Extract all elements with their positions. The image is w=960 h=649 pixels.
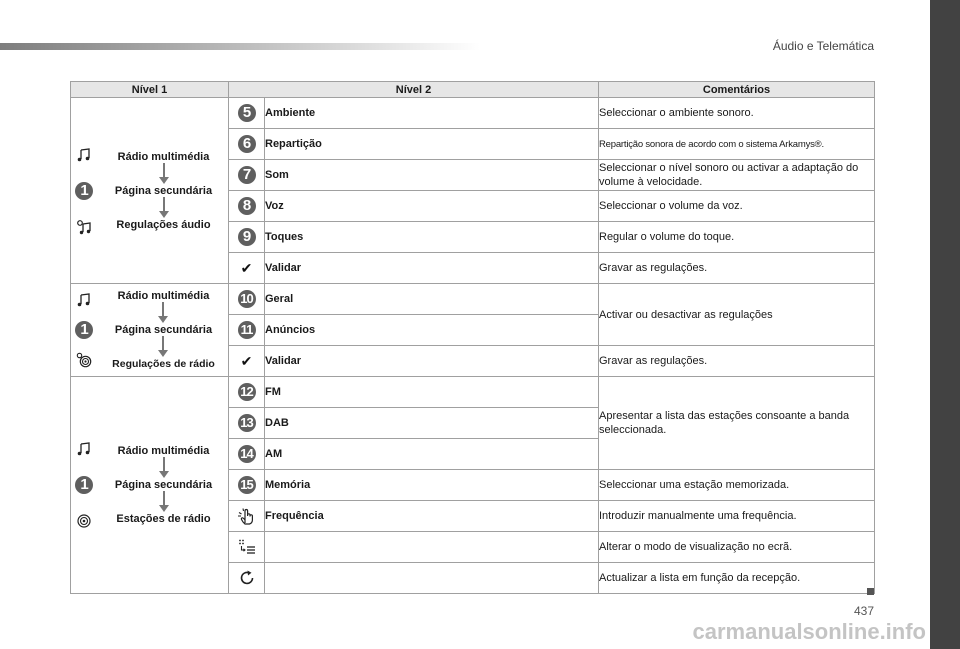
level1-cell-audio <box>71 98 229 284</box>
level2-label: Validar <box>265 253 599 284</box>
number-badge: 10 <box>238 290 256 308</box>
comment: Gravar as regulações. <box>599 346 875 377</box>
table-row <box>71 377 875 408</box>
level2-label: Ambiente <box>265 98 599 129</box>
level1-label: Página secundária <box>114 479 213 491</box>
audio-settings-icon <box>76 219 92 235</box>
music-note-icon <box>76 292 92 308</box>
down-arrow-icon <box>157 457 171 479</box>
radio-settings-icon <box>76 352 92 368</box>
music-note-icon <box>76 147 92 163</box>
comment: Actualizar a lista em função da recepção. <box>599 563 875 594</box>
number-badge: 12 <box>238 383 256 401</box>
comment: Introduzir manualmente uma frequência. <box>599 501 875 532</box>
level1-label: Rádio multimédia <box>117 150 210 163</box>
level2-label: DAB <box>265 408 599 439</box>
comment: Regular o volume do toque. <box>599 222 875 253</box>
level2-label: Anúncios <box>265 315 599 346</box>
comment: Seleccionar uma estação memorizada. <box>599 470 875 501</box>
level1-label: Rádio multimédia <box>117 445 210 457</box>
level2-label: Frequência <box>265 501 599 532</box>
down-arrow-icon <box>157 163 171 185</box>
down-arrow-icon <box>157 197 171 219</box>
step-badge: 1 <box>75 182 93 200</box>
level1-label: Rádio multimédia <box>117 290 210 302</box>
comment: Seleccionar o nível sonoro ou activar a adaptação do volume à velocidade. <box>599 160 875 191</box>
number-badge: 5 <box>238 104 256 122</box>
checkmark-icon: ✔ <box>240 259 253 276</box>
list-view-icon <box>237 538 257 556</box>
level2-label: Memória <box>265 470 599 501</box>
comment: Seleccionar o volume da voz. <box>599 191 875 222</box>
radio-stations-icon <box>76 513 92 529</box>
down-arrow-icon <box>156 336 170 358</box>
music-note-icon <box>76 441 92 457</box>
number-badge: 6 <box>238 135 256 153</box>
header-level1: Nível 1 <box>71 82 229 98</box>
level2-label: Validar <box>265 346 599 377</box>
level2-label: Som <box>265 160 599 191</box>
level2-label: Repartição <box>265 129 599 160</box>
table-row <box>71 98 875 129</box>
level2-label: Voz <box>265 191 599 222</box>
section-title: Áudio e Telemática <box>772 39 874 53</box>
comment: Activar ou desactivar as regulações <box>599 284 875 346</box>
number-badge: 13 <box>238 414 256 432</box>
checkmark-icon: ✔ <box>240 352 253 369</box>
number-badge: 7 <box>238 166 256 184</box>
level1-label: Estações de rádio <box>116 513 211 525</box>
comment: Repartição sonora de acordo com o sistema Arkamys®. <box>599 138 824 150</box>
number-badge: 14 <box>238 445 256 463</box>
level2-label: AM <box>265 439 599 470</box>
header-level2: Nível 2 <box>229 82 599 98</box>
comment: Alterar o modo de visualização no ecrã. <box>599 532 875 563</box>
level2-label <box>265 532 599 563</box>
header-gradient-bar <box>0 43 480 50</box>
down-arrow-icon <box>156 302 170 324</box>
comment: Apresentar a lista das estações consoante a banda seleccionada. <box>599 377 875 470</box>
number-badge: 11 <box>238 321 256 339</box>
level2-label <box>265 563 599 594</box>
level2-label: Toques <box>265 222 599 253</box>
level1-label: Página secundária <box>114 184 213 197</box>
level2-label: Geral <box>265 284 599 315</box>
level1-label: Regulações de rádio <box>112 358 215 370</box>
step-badge: 1 <box>75 321 93 339</box>
hand-pointer-icon <box>237 507 257 525</box>
step-badge: 1 <box>75 476 93 494</box>
level1-cell-radio-settings <box>71 284 229 377</box>
level1-label: Regulações áudio <box>116 218 211 231</box>
header-comments: Comentários <box>599 82 875 98</box>
number-badge: 8 <box>238 197 256 215</box>
settings-table <box>70 81 875 594</box>
table-row <box>71 284 875 315</box>
comment: Seleccionar o ambiente sonoro. <box>599 98 875 129</box>
refresh-icon <box>238 569 256 587</box>
corner-mark <box>867 588 874 595</box>
level1-label: Página secundária <box>114 324 213 336</box>
watermark: carmanualsonline.info <box>692 619 926 644</box>
down-arrow-icon <box>157 491 171 513</box>
level1-cell-stations <box>71 377 229 594</box>
number-badge: 9 <box>238 228 256 246</box>
level2-label: FM <box>265 377 599 408</box>
number-badge: 15 <box>238 476 256 494</box>
comment: Gravar as regulações. <box>599 253 875 284</box>
side-tab <box>930 0 960 649</box>
page-number: 437 <box>853 604 874 618</box>
